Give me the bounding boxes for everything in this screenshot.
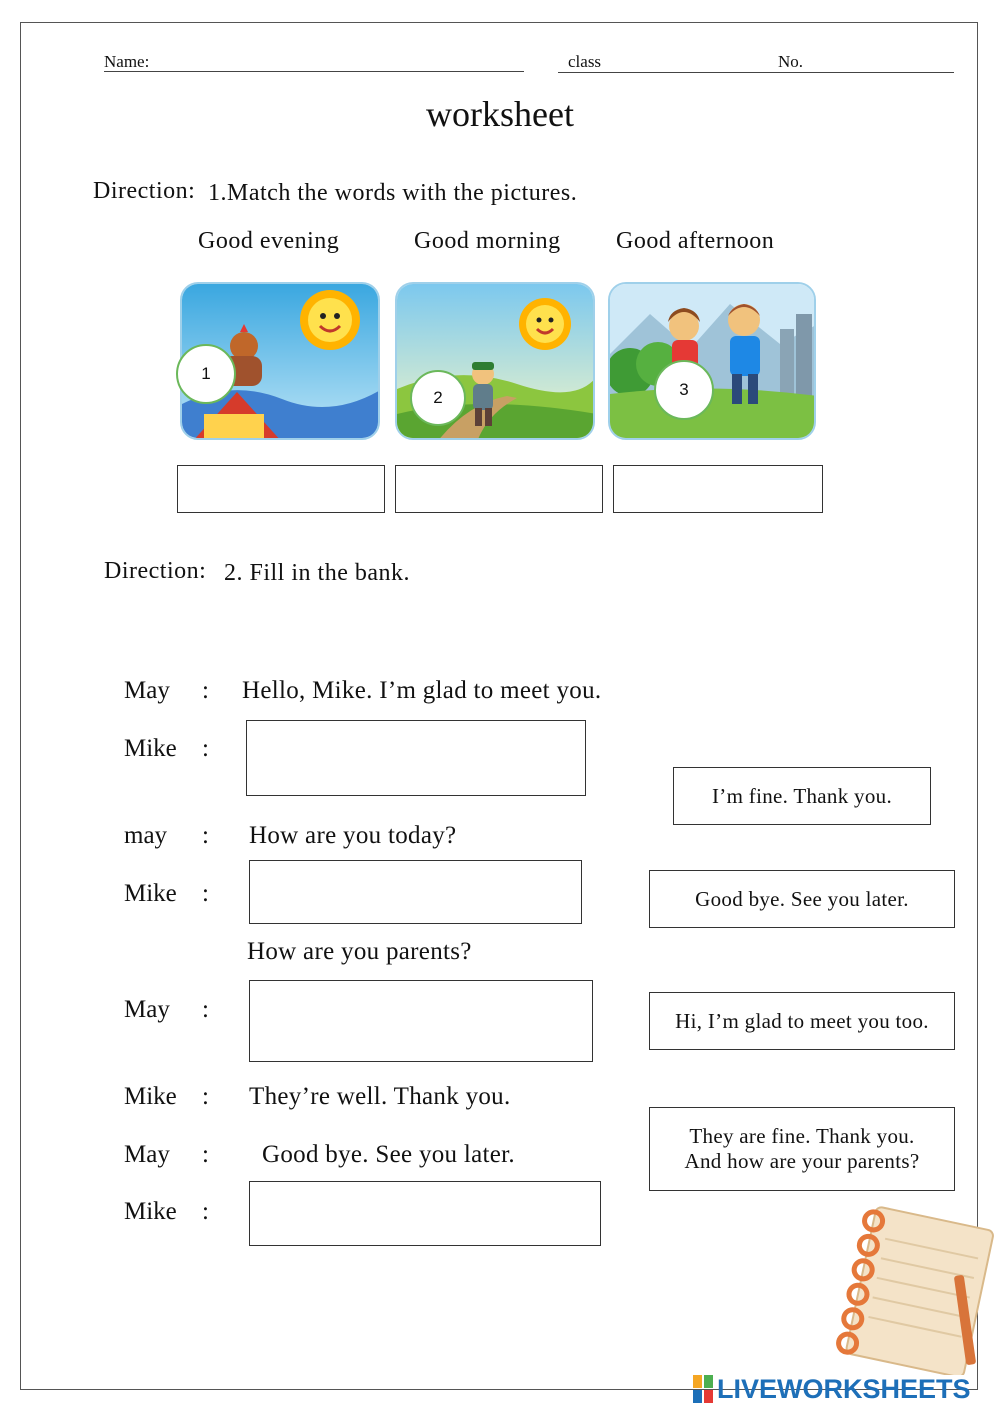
speaker-colon: : [202, 735, 209, 762]
direction-2-instruction: 2. Fill in the bank. [224, 560, 410, 586]
speaker-colon: : [202, 996, 209, 1023]
class-label: class [568, 52, 602, 71]
speaker-colon: : [202, 1141, 209, 1168]
dialogue-line: Hello, Mike. I’m glad to meet you. [242, 677, 602, 704]
direction-1-instruction: 1.Match the words with the pictures. [208, 180, 578, 206]
notebook-illustration [820, 1205, 1000, 1375]
speaker-label: May [124, 1141, 170, 1168]
dialogue-answer-box-2[interactable] [249, 860, 582, 924]
match-answer-box-3[interactable] [613, 465, 823, 513]
dialogue-line: How are you today? [249, 822, 457, 849]
word-bank-item-2[interactable]: Good bye. See you later. [649, 870, 955, 928]
class-number-field-line[interactable] [558, 72, 954, 73]
speaker-colon: : [202, 1198, 209, 1225]
match-answer-box-1[interactable] [177, 465, 385, 513]
dialogue-answer-box-1[interactable] [246, 720, 586, 796]
speaker-label: Mike [124, 735, 177, 762]
speaker-colon: : [202, 677, 209, 704]
dialogue-answer-box-3[interactable] [249, 980, 593, 1062]
liveworksheets-logo [693, 1372, 971, 1406]
word-bank-item-4[interactable]: They are fine. Thank you. And how are your parents? [649, 1107, 955, 1191]
picture-3-children-afternoon [608, 282, 816, 440]
name-label: Name: [104, 52, 150, 71]
word-bank-item-3[interactable]: Hi, I’m glad to meet you too. [649, 992, 955, 1050]
speaker-label: may [124, 822, 168, 849]
match-answer-box-2[interactable] [395, 465, 603, 513]
logo-text: LIVEWORKSHEETS [717, 1373, 971, 1404]
speaker-colon: : [202, 880, 209, 907]
number-label: No. [778, 52, 804, 71]
speaker-label: Mike [124, 1198, 177, 1225]
greeting-good-evening: Good evening [198, 228, 340, 254]
speaker-label: May [124, 996, 170, 1023]
picture-1-number-badge: 1 [176, 344, 236, 404]
sun-icon [519, 298, 571, 350]
dialogue-line: How are you parents? [247, 938, 472, 965]
direction-2-label: Direction: [104, 558, 207, 584]
direction-1-label: Direction: [93, 178, 196, 204]
logo-badge-icon [693, 1375, 713, 1403]
speaker-label: Mike [124, 1083, 177, 1110]
greeting-good-afternoon: Good afternoon [616, 228, 775, 254]
name-field-line[interactable] [104, 71, 524, 72]
speaker-colon: : [202, 1083, 209, 1110]
sun-icon [300, 290, 360, 350]
speaker-label: May [124, 677, 170, 704]
speaker-colon: : [202, 822, 209, 849]
dialogue-line: Good bye. See you later. [262, 1141, 515, 1168]
speaker-label: Mike [124, 880, 177, 907]
picture-2-number-badge: 2 [410, 370, 466, 426]
page-title: worksheet [426, 94, 574, 134]
dialogue-line: They’re well. Thank you. [249, 1083, 511, 1110]
word-bank-item-1[interactable]: I’m fine. Thank you. [673, 767, 931, 825]
dialogue-answer-box-4[interactable] [249, 1181, 601, 1246]
greeting-good-morning: Good morning [414, 228, 561, 254]
picture-3-number-badge: 3 [654, 360, 714, 420]
